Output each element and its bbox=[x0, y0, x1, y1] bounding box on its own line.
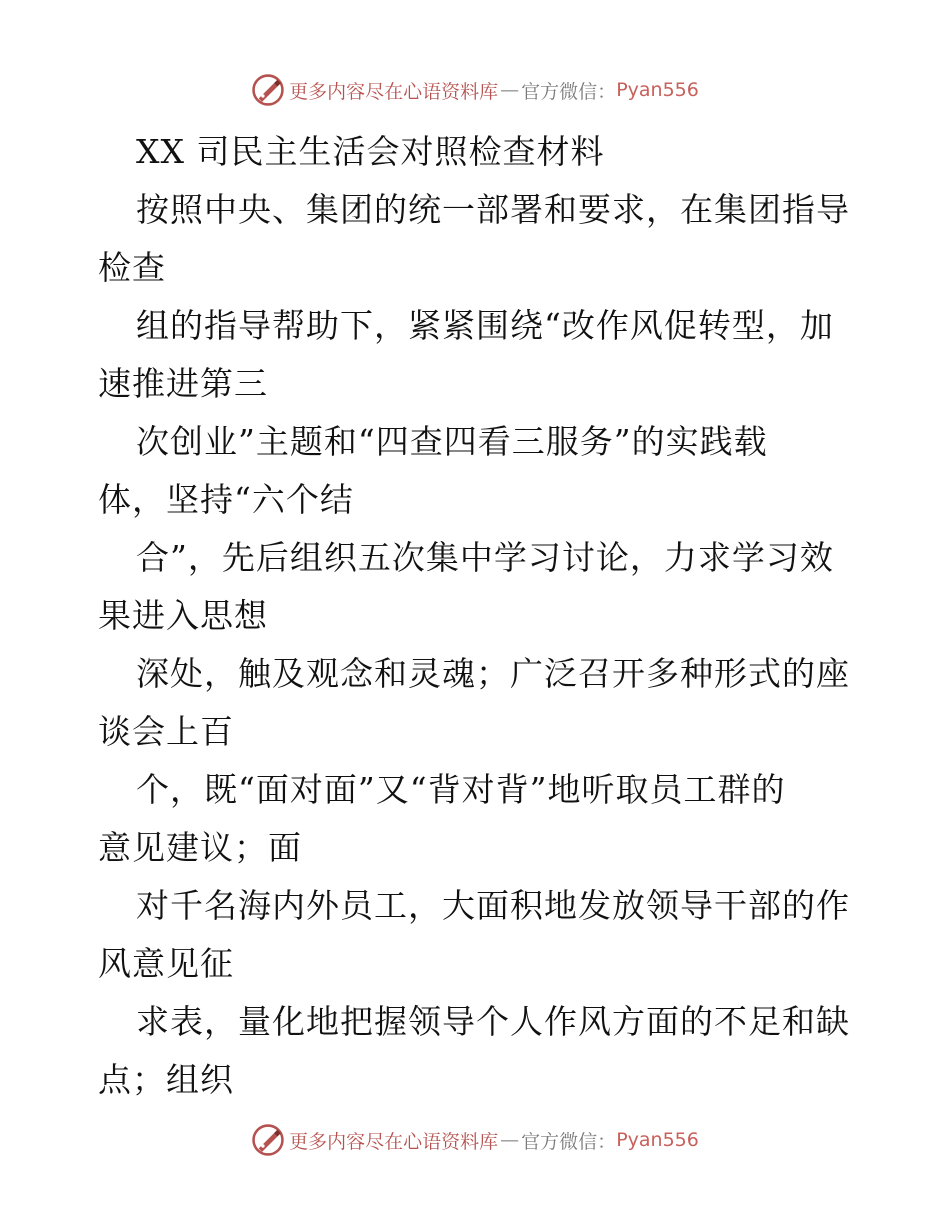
document-line: 意见建议；面 bbox=[98, 828, 302, 867]
document-line: 合”，先后组织五次集中学习讨论，力求学习效 bbox=[136, 538, 834, 577]
document-line: 体，坚持“六个结 bbox=[98, 480, 354, 519]
header-banner bbox=[0, 70, 950, 110]
header-brand-text: 更多内容尽在心语资料库 bbox=[289, 80, 499, 103]
document-line: 求表，量化地把握领导个人作风方面的不足和缺 bbox=[136, 1002, 850, 1041]
pen-logo-icon bbox=[251, 1123, 285, 1157]
document-line: 果进入思想 bbox=[98, 596, 268, 635]
document-line: 深处，触及观念和灵魂；广泛召开多种形式的座 bbox=[136, 654, 850, 693]
footer-wechat-label: 官方微信： bbox=[521, 1130, 617, 1153]
footer-banner bbox=[0, 1120, 950, 1160]
document-line: 按照中央、集团的统一部署和要求，在集团指导 bbox=[136, 190, 850, 229]
document-line: 个，既“面对面”又“背对背”地听取员工群的 bbox=[136, 770, 786, 809]
document-line: 对千名海内外员工，大面积地发放领导干部的作 bbox=[136, 886, 850, 925]
document-body bbox=[98, 123, 858, 1109]
document-title: XX 司民主生活会对照检查材料 bbox=[136, 132, 605, 171]
footer-brand-text: 更多内容尽在心语资料库 bbox=[289, 1130, 499, 1153]
pen-logo-icon bbox=[251, 73, 285, 107]
document-line: 检查 bbox=[98, 248, 166, 287]
document-line: 速推进第三 bbox=[98, 364, 268, 403]
header-dash: — bbox=[500, 79, 520, 101]
document-line: 谈会上百 bbox=[98, 712, 234, 751]
document-line: 组的指导帮助下，紧紧围绕“改作风促转型，加 bbox=[136, 306, 834, 345]
document-line: 点；组织 bbox=[98, 1060, 234, 1099]
document-line: 次创业”主题和“四查四看三服务”的实践载 bbox=[136, 422, 768, 461]
header-wechat-id: Pyan556 bbox=[616, 79, 699, 101]
header-wechat-label: 官方微信： bbox=[521, 80, 617, 103]
document-line: 风意见征 bbox=[98, 944, 234, 983]
footer-dash: — bbox=[500, 1129, 520, 1151]
footer-wechat-id: Pyan556 bbox=[616, 1129, 699, 1151]
